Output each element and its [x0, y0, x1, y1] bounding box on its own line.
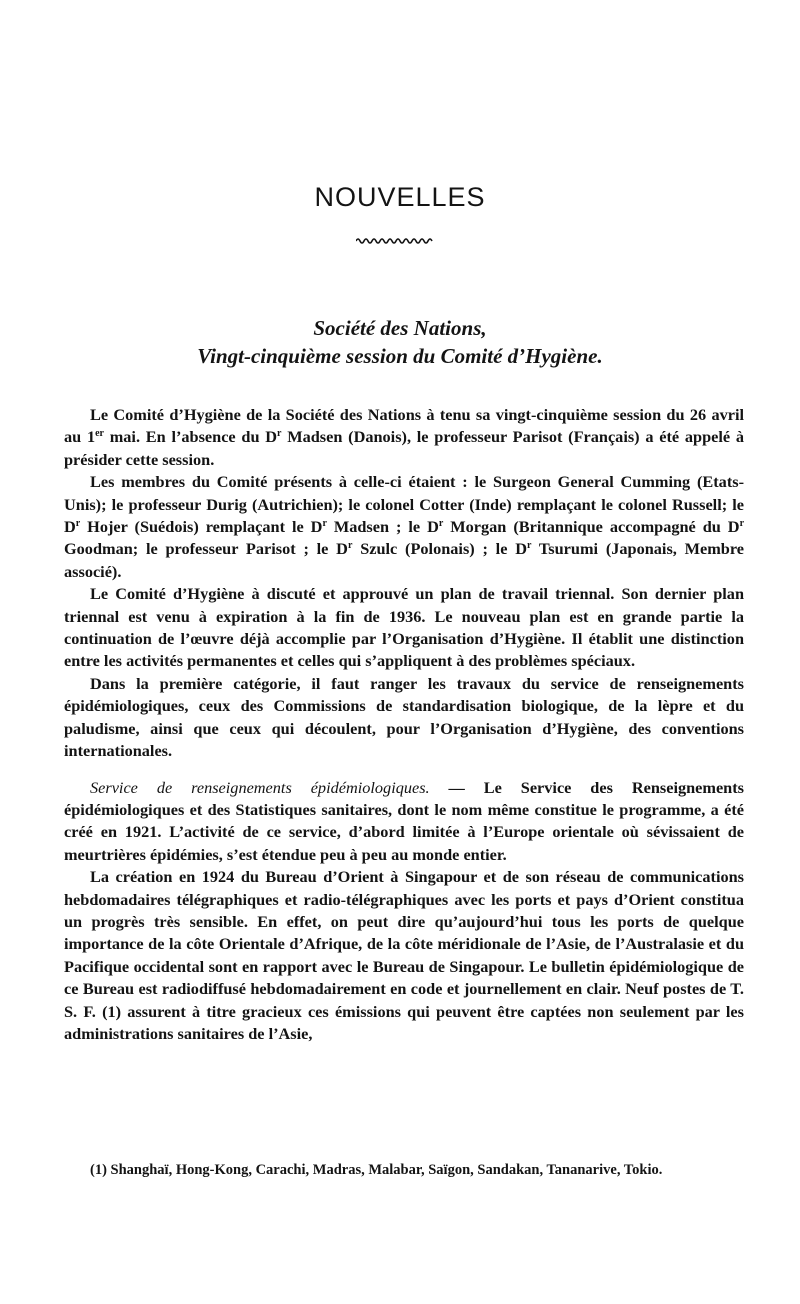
paragraph-4: Dans la première catégorie, il faut ranger les travaux du service de renseignements épidémiologiques, ceux des Commissions de standardisation biologique, de la lèpre et du paludisme, ainsi que ceux qui découlent, pour l’Organisation d’Hygiène, des conventions internationales.	[64, 673, 744, 761]
paragraph-1: Le Comité d’Hygiène de la Société des Nations à tenu sa vingt-cinquième session du 26 avril au 1er mai. En l’absence du $D^r$ Madsen (Danois), le professeur Parisot (Français) a été appelé à présider cette session.	[64, 405, 744, 469]
footnote: (1) Shanghaï, Hong-Kong, Carachi, Madras, Malabar, Saïgon, Sandakan, Tananarive, Tokio.	[90, 1162, 663, 1178]
article-body	[64, 404, 744, 1045]
wavy-ornament	[356, 236, 434, 246]
paragraph-2: Les membres du Comité présents à celle-ci étaient : le Surgeon General Cumming (Etats-Unis); le professeur Durig (Autrichien); le colonel Cotter (Inde) remplaçant le colonel Russell; le $D^r$ Hojer (Suédois) remplaçant le $D^r$ Madsen ; le $D^r$ Morgan (Britannique accompagné du $D^r$ Goodman; le professeur Parisot ; le $D^r$ Szulc (Polonais) ; le $D^r$ Tsurumi (Japonais, Membre associé).	[64, 472, 745, 581]
paragraph-3: Le Comité d’Hygiène à discuté et approuvé un plan de travail triennal. Son dernier plan triennal est venu à expiration à la fin de 1936. Le nouveau plan est en grande partie la continuation de l’œuvre déjà accomplie par l’Organisation d’Hygiène. Il établit une distinction entre les activités permanentes et celles qui s’appliquent à des problèmes spéciaux.	[64, 584, 744, 671]
section-subtitle-line1: Société des Nations,	[313, 316, 487, 340]
paragraph-6: La création en 1924 du Bureau d’Orient à Singapour et de son réseau de communications hebdomadaires télégraphiques et radio-télégraphiques avec les ports et pays d’Orient constitua un progrès très sensible. En effet, on peut dire qu’aujourd’hui tous les ports de quelque importance de la côte Orientale d’Afrique, de la côte méridionale de l’Asie, de l’Australasie et du Pacifique occidental sont en rapport avec le Bureau de Singapour. Le bulletin épidémiologique de ce Bureau est radiodiffusé hebdomadairement en code et journellement en clair. Neuf postes de T. S. F. (1) assurent à titre gracieux ces émissions qui peuvent être captées non seulement par les administrations sanitaires de l’Asie,	[64, 867, 744, 1043]
section-subtitle-line2: Vingt-cinquième session du Comité d’Hygiène.	[197, 344, 603, 368]
section-title: Service de renseignements épidémiologiques.	[90, 777, 430, 797]
page-heading: NOUVELLES	[314, 182, 486, 212]
paragraph-5: Service de renseignements épidémiologiques. — Le Service des Renseignements épidémiologiques et des Statistiques sanitaires, dont le nom même constitue le programme, a été créé en 1921. L’activité de ce service, d’abord limitée à l’Europe orientale où sévissaient de meurtrières épidémies, s’est étendue peu à peu au monde entier.	[64, 777, 744, 864]
